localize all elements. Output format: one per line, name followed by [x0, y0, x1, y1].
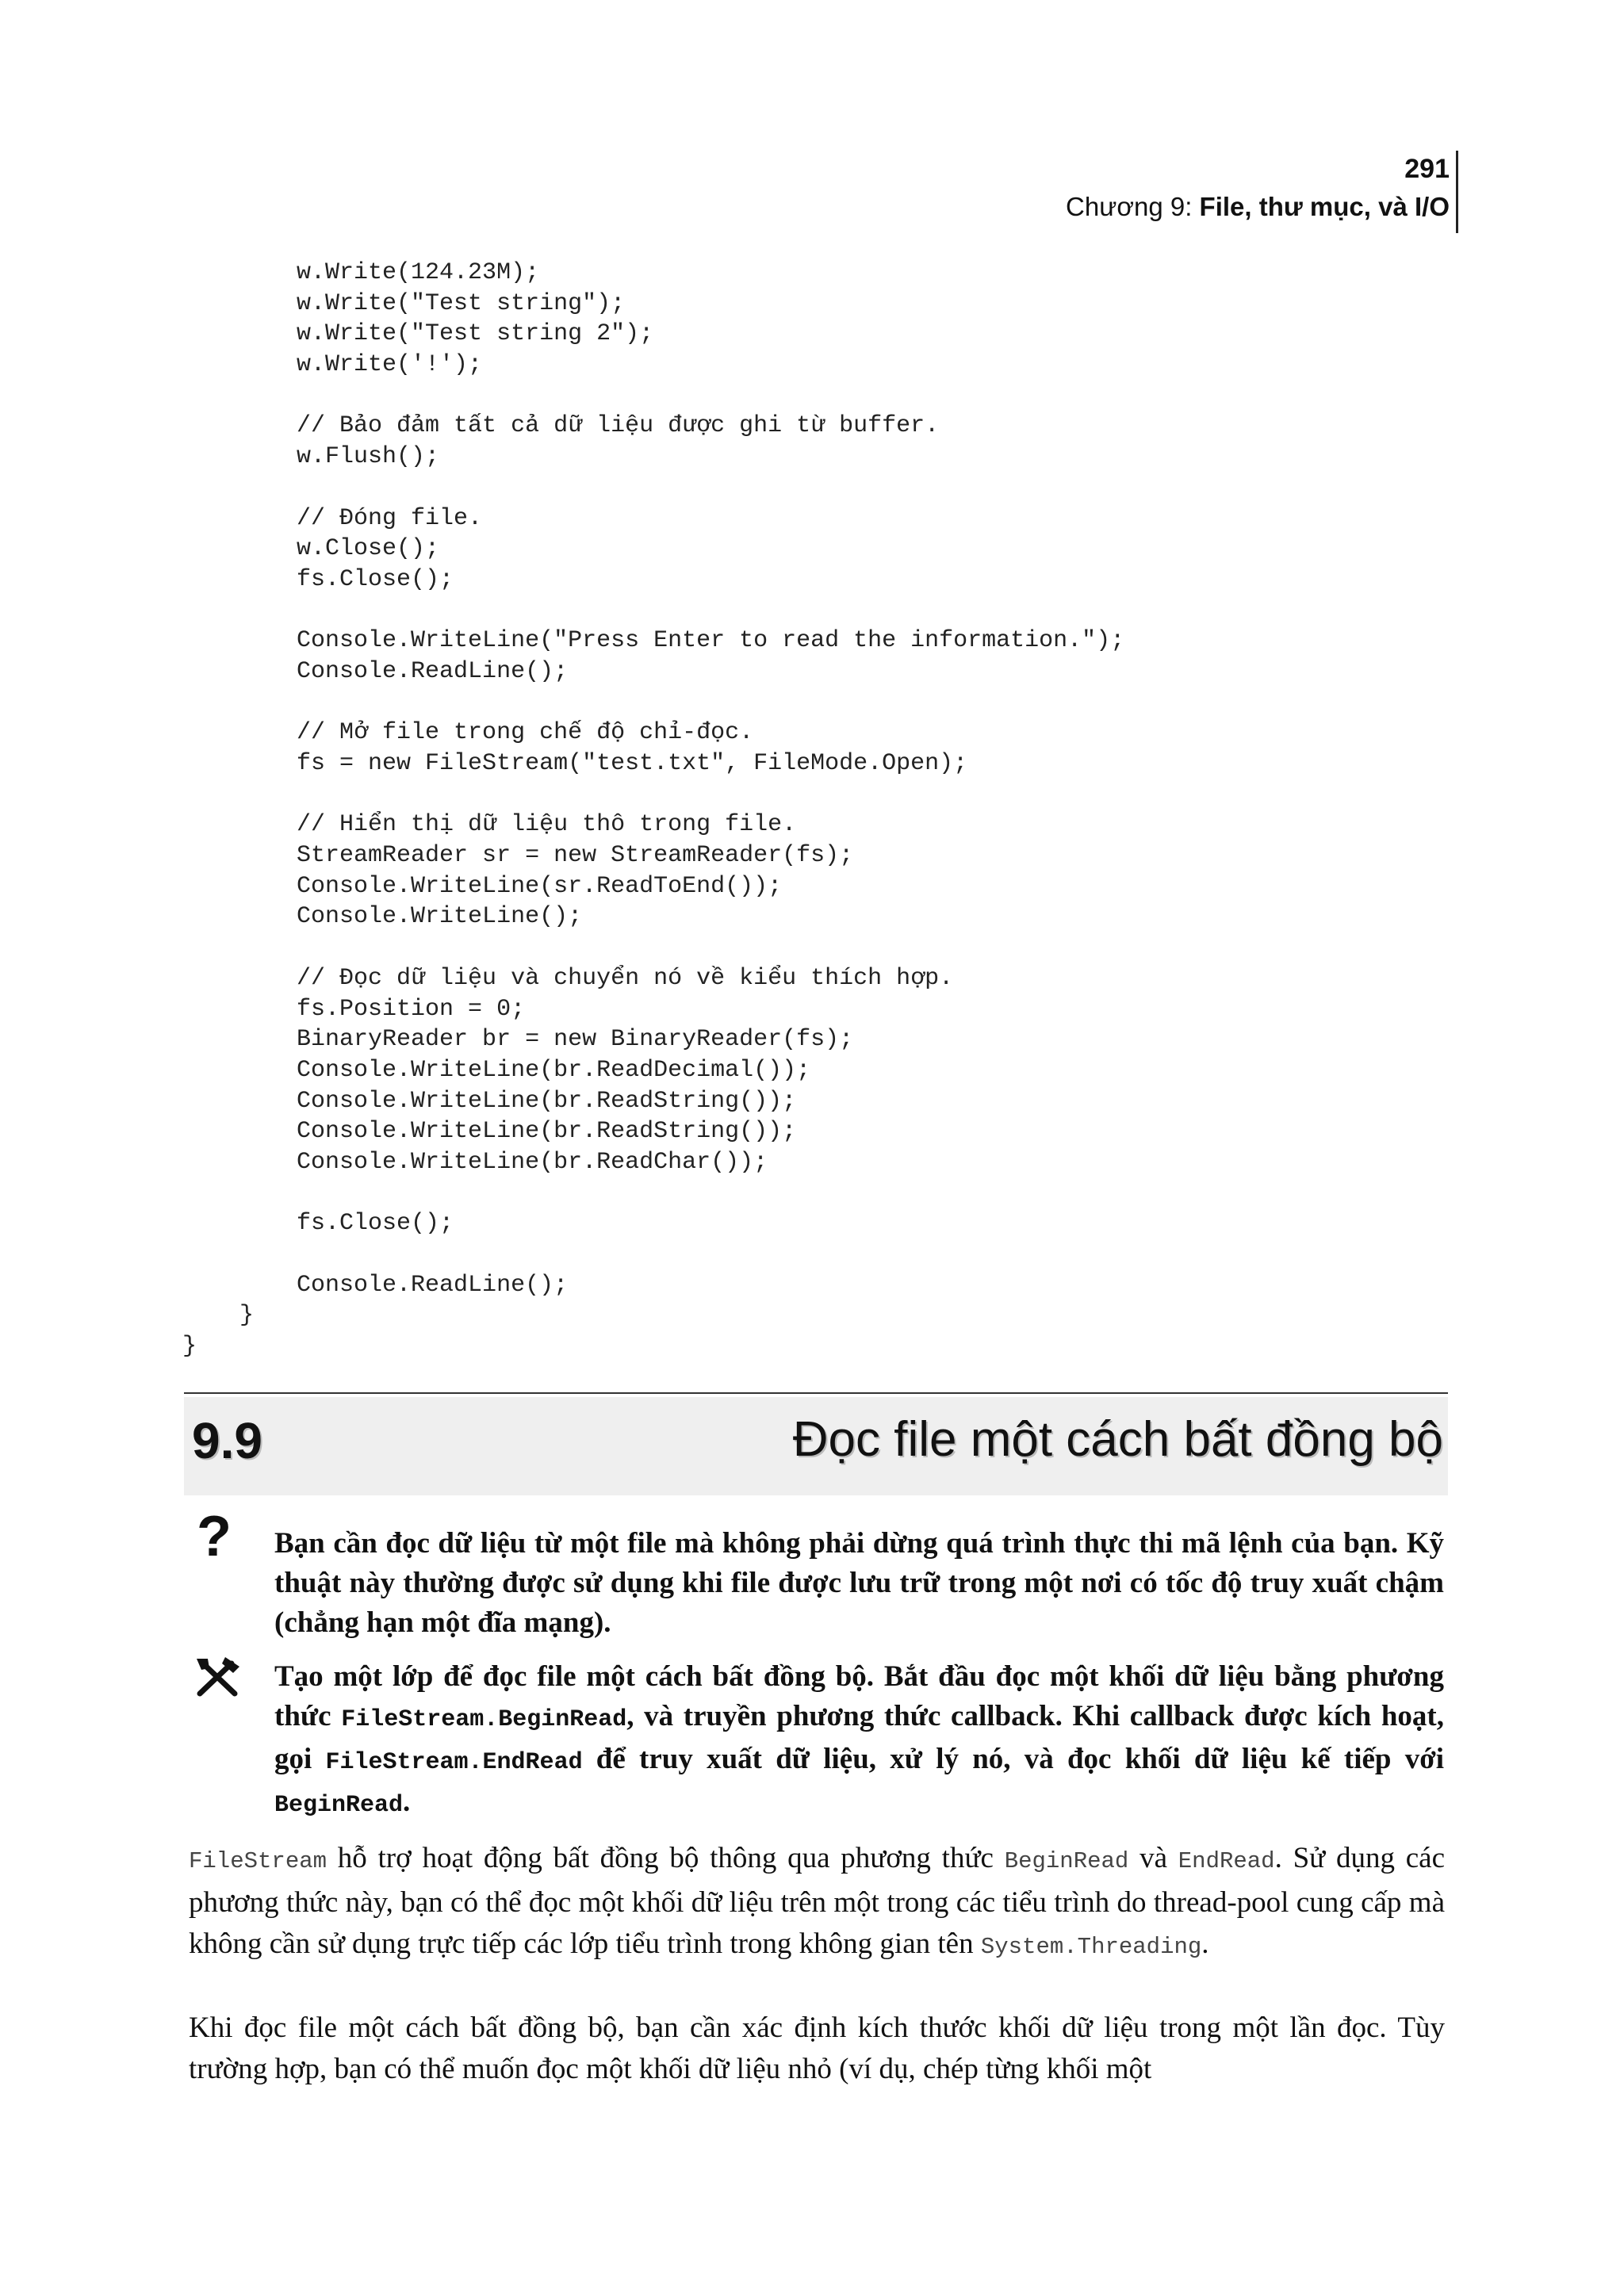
code-line: fs = new FileStream("test.txt", FileMode.Open); — [182, 750, 968, 777]
code-ref: FileStream.BeginRead — [341, 1706, 627, 1733]
code-line: Console.WriteLine(); — [182, 903, 583, 931]
code-line — [182, 595, 1124, 626]
solution-text: . — [403, 1786, 411, 1818]
code-line: Console.WriteLine("Press Enter to read the information."); — [182, 627, 1125, 655]
code-line: Console.WriteLine(br.ReadChar()); — [182, 1148, 768, 1176]
code-line: w.Flush(); — [182, 443, 440, 471]
question-mark-icon: ? — [197, 1505, 232, 1568]
section-title: Đọc file một cách bất đồng bộ — [792, 1412, 1443, 1467]
code-line: Console.WriteLine(br.ReadString()); — [182, 1118, 797, 1146]
body-text: hỗ trợ hoạt động bất đồng bộ thông qua phương thức — [327, 1842, 1005, 1874]
code-line: // Bảo đảm tất cả dữ liệu được ghi từ buffer. — [182, 412, 940, 440]
code-ref: BeginRead — [1004, 1848, 1129, 1874]
code-line: Console.WriteLine(sr.ReadToEnd()); — [182, 872, 783, 900]
body-text: . Sử dụng các phương thức này, bạn có thể đọc một khối dữ liệu trên một trong các tiểu trình do thread-pool cung cấp mà không cần sử dụng trực tiếp các lớp tiểu trình trong không gian tên — [189, 1842, 1445, 1960]
code-line: // Hiển thị dữ liệu thô trong file. — [182, 811, 797, 839]
solution-statement — [274, 1657, 1444, 1825]
body-paragraph: Khi đọc file một cách bất đồng bộ, bạn cần xác định kích thước khối dữ liệu trong một lần đọc. Tùy trường hợp, bạn có thể muốn đọc một khối dữ liệu nhỏ (ví dụ, chép từng khối một — [189, 2012, 1445, 2085]
header-divider — [1456, 151, 1458, 233]
code-line: Console.WriteLine(br.ReadDecimal()); — [182, 1056, 811, 1084]
code-line: fs.Close(); — [182, 565, 454, 593]
page-number: 291 — [1404, 154, 1450, 184]
section-rule — [184, 1392, 1448, 1394]
code-line: Console.WriteLine(br.ReadString()); — [182, 1087, 797, 1115]
code-line — [182, 687, 1124, 718]
code-ref: FileStream.EndRead — [325, 1749, 583, 1776]
code-line: // Mở file trong chế độ chỉ-đọc. — [182, 719, 754, 747]
code-line: BinaryReader br = new BinaryReader(fs); — [182, 1026, 854, 1054]
code-line — [182, 381, 1124, 412]
code-line — [182, 473, 1124, 503]
section-number: 9.9 — [192, 1412, 262, 1469]
code-line — [182, 1178, 1124, 1209]
page-header — [1066, 151, 1450, 227]
code-line: } — [182, 1333, 197, 1361]
chapter-prefix: Chương 9: — [1066, 192, 1200, 221]
code-line: fs.Close(); — [182, 1210, 454, 1238]
code-line — [182, 932, 1124, 963]
code-ref: BeginRead — [274, 1792, 404, 1819]
code-line: w.Close(); — [182, 535, 440, 563]
body-paragraph — [189, 1838, 1445, 1968]
body-text: và — [1128, 1842, 1178, 1874]
problem-statement: Bạn cần đọc dữ liệu từ một file mà không phải dừng quá trình thực thi mã lệnh của bạn. Kỹ thuật này thường được sử dụng khi file được lưu trữ trong một nơi có tốc độ truy xuất chậm (chẳng hạn một đĩa mạng). — [274, 1527, 1444, 1639]
code-line: fs.Position = 0; — [182, 995, 526, 1023]
code-line: Console.ReadLine(); — [182, 1271, 569, 1299]
tools-icon — [193, 1656, 241, 1698]
solution-text: để truy xuất dữ liệu, xử lý nó, và đọc khối dữ liệu kế tiếp với — [582, 1743, 1444, 1775]
chapter-heading — [1066, 187, 1450, 227]
code-ref: System.Threading — [980, 1934, 1202, 1960]
chapter-title: File, thư mục, và I/O — [1199, 192, 1450, 221]
solution-text: , và truyền phương thức callback. Khi callback được kích hoạt, gọi — [274, 1700, 1444, 1775]
code-listing — [182, 258, 1124, 1362]
code-line: } — [182, 1302, 255, 1330]
code-line: w.Write("Test string"); — [182, 289, 626, 317]
code-ref: EndRead — [1178, 1848, 1275, 1874]
solution-text: Tạo một lớp để đọc file một cách bất đồng bộ. Bắt đầu đọc một khối dữ liệu bằng phương thức — [274, 1660, 1444, 1732]
code-line: // Đọc dữ liệu và chuyển nó về kiểu thích hợp. — [182, 964, 954, 992]
code-line: Console.ReadLine(); — [182, 657, 569, 685]
code-ref: FileStream — [189, 1848, 327, 1874]
code-line — [182, 779, 1124, 810]
code-line: StreamReader sr = new StreamReader(fs); — [182, 842, 854, 870]
code-line: // Đóng file. — [182, 504, 483, 532]
code-line: w.Write(124.23M); — [182, 259, 540, 286]
code-line: w.Write("Test string 2"); — [182, 320, 654, 348]
code-line — [182, 1239, 1124, 1270]
body-text: . — [1201, 1927, 1209, 1960]
code-line: w.Write('!'); — [182, 351, 483, 379]
